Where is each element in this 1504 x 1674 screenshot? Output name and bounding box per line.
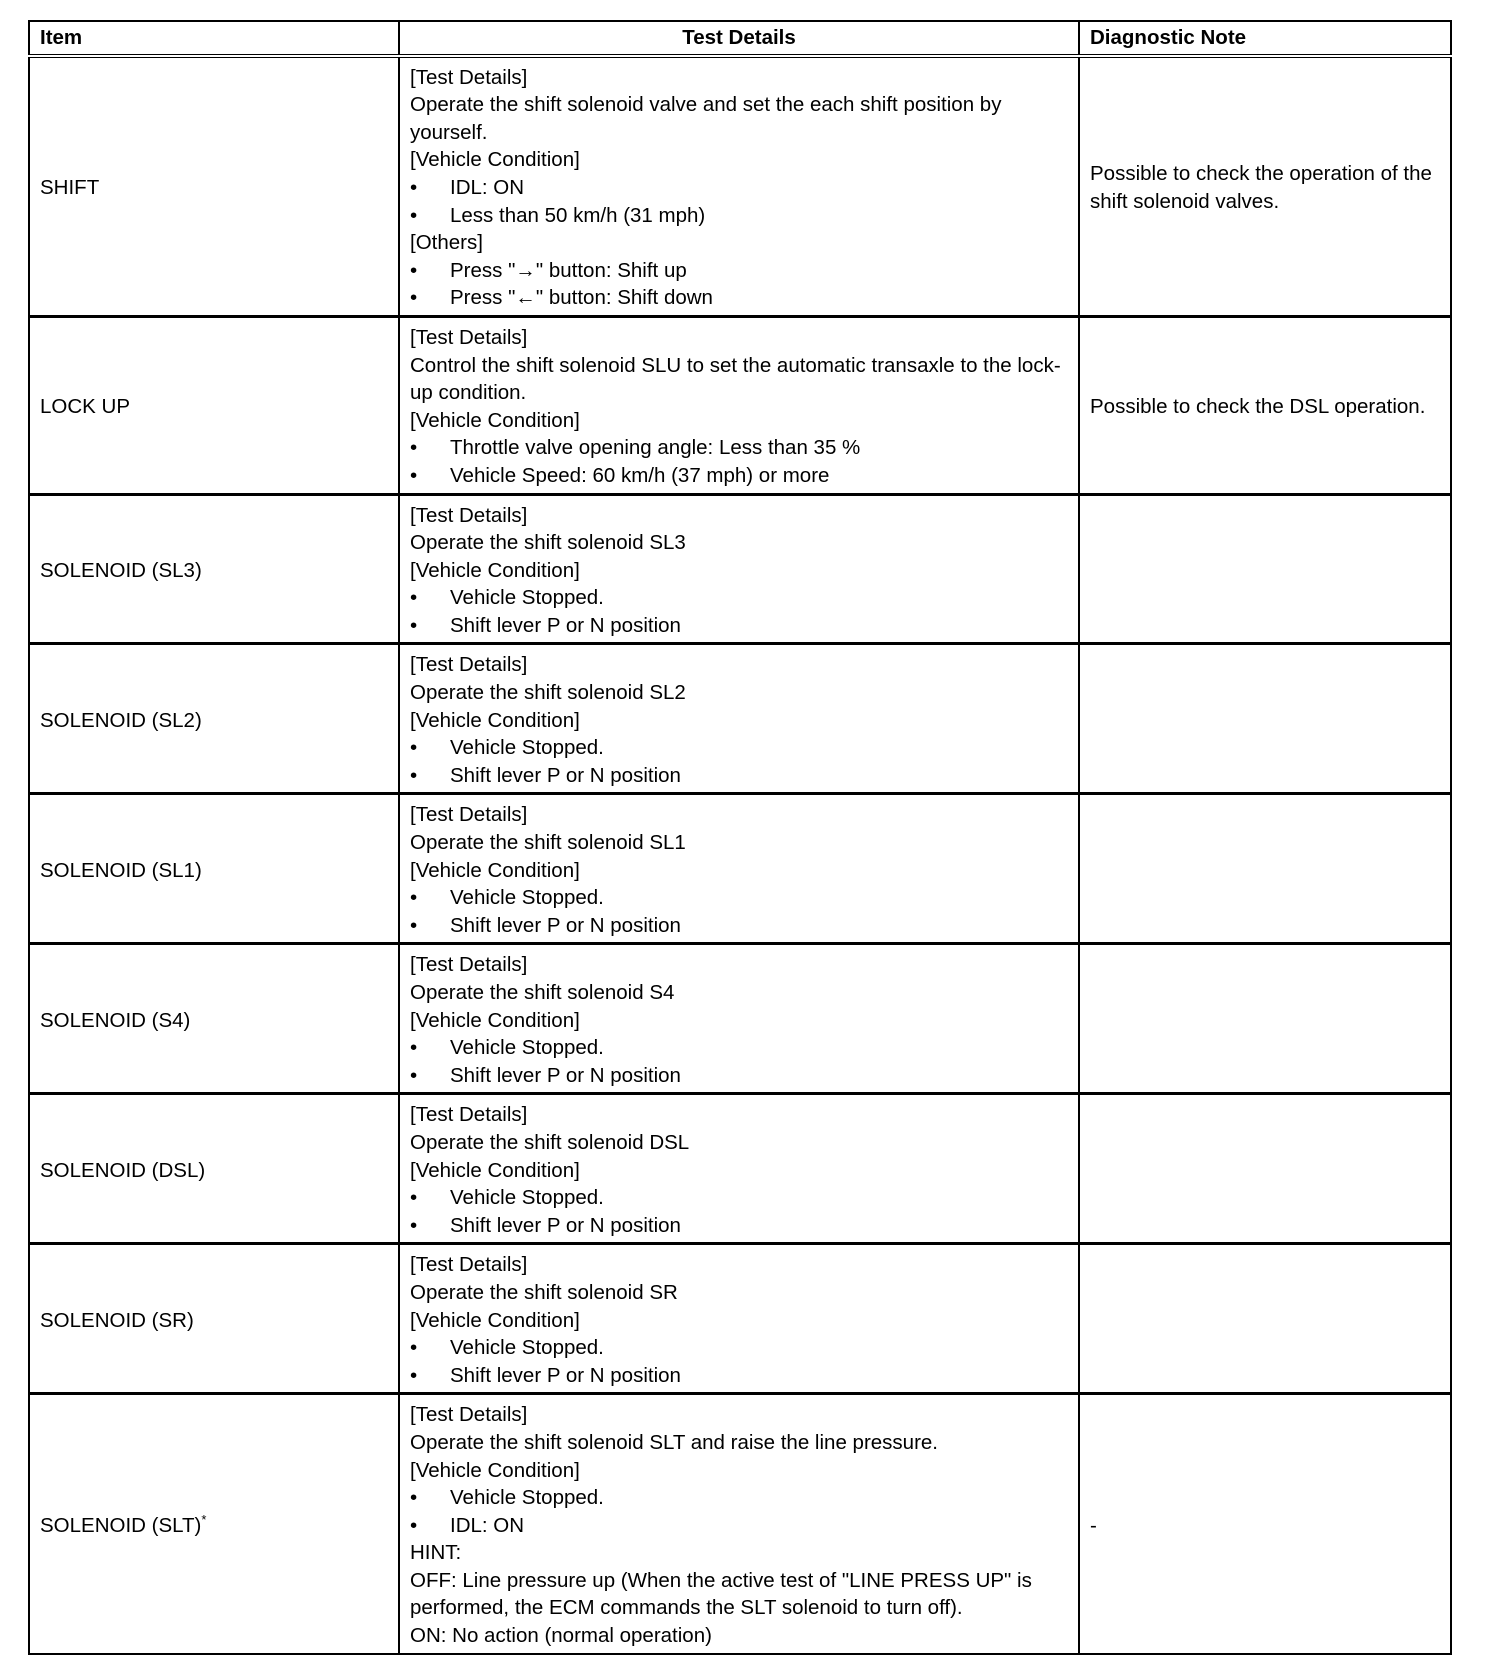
bullet-item <box>410 462 1068 490</box>
bullet-item <box>410 912 1068 940</box>
table-row <box>29 316 1451 494</box>
bullet-icon: • <box>410 1036 418 1060</box>
bullet-icon: • <box>410 1336 418 1360</box>
bullet-icon: • <box>410 763 418 787</box>
item-cell: SOLENOID (SL2) <box>29 644 399 794</box>
table-header-row <box>29 21 1451 56</box>
details-line: [Test Details] <box>410 325 528 349</box>
item-cell <box>29 1394 399 1654</box>
details-line: [Test Details] <box>410 1253 528 1277</box>
details-line: [Vehicle Condition] <box>410 1458 580 1482</box>
bullet-icon: • <box>410 203 418 227</box>
test-details-cell <box>399 794 1079 944</box>
details-line: [Vehicle Condition] <box>410 858 580 882</box>
bullet-text: Throttle valve opening angle: Less than 35 % <box>450 436 861 460</box>
bullet-icon: • <box>410 1513 418 1537</box>
bullet-text: Less than 50 km/h (31 mph) <box>450 203 706 227</box>
bullet-icon: • <box>410 286 418 310</box>
bullet-icon: • <box>410 436 418 460</box>
details-line: Operate the shift solenoid valve and set the each shift position by yourself. <box>410 93 1002 144</box>
test-details-cell <box>399 316 1079 494</box>
bullet-item <box>410 1362 1068 1390</box>
bullet-text: Vehicle Stopped. <box>450 586 604 610</box>
test-details-cell <box>399 1244 1079 1394</box>
details-line: Operate the shift solenoid SR <box>410 1280 678 1304</box>
diagnostic-note-cell <box>1079 1244 1451 1394</box>
bullet-icon: • <box>410 886 418 910</box>
details-line: [Vehicle Condition] <box>410 1008 580 1032</box>
bullet-icon: • <box>410 1213 418 1237</box>
details-line: [Test Details] <box>410 803 528 827</box>
bullet-item <box>410 1484 1068 1512</box>
bullet-text: Vehicle Stopped. <box>450 736 604 760</box>
diagnostic-note-cell: Possible to check the operation of the shift solenoid valves. <box>1079 56 1451 317</box>
details-line: [Vehicle Condition] <box>410 1158 580 1182</box>
table-row <box>29 794 1451 944</box>
test-details-cell <box>399 1094 1079 1244</box>
bullet-text: Shift lever P or N position <box>450 1213 681 1237</box>
details-line: Operate the shift solenoid SL3 <box>410 531 686 555</box>
header-test-details: Test Details <box>399 21 1079 56</box>
bullet-text: Vehicle Stopped. <box>450 886 604 910</box>
diagnostic-note-cell: - <box>1079 1394 1451 1654</box>
test-details-cell <box>399 494 1079 644</box>
table-row <box>29 644 1451 794</box>
bullet-item <box>410 257 1068 285</box>
bullet-text: IDL: ON <box>450 1513 525 1537</box>
item-cell: SOLENOID (SR) <box>29 1244 399 1394</box>
details-line: OFF: Line pressure up (When the active test of "LINE PRESS UP" is performed, the ECM commands the SLT solenoid to turn off). <box>410 1568 1032 1620</box>
bullet-icon: • <box>410 175 418 199</box>
details-line: HINT: <box>410 1541 462 1565</box>
details-line: [Test Details] <box>410 953 528 977</box>
bullet-icon: • <box>410 1486 418 1510</box>
details-line: [Vehicle Condition] <box>410 1308 580 1332</box>
table-row <box>29 494 1451 644</box>
bullet-item <box>410 1034 1068 1062</box>
item-cell: SOLENOID (SL1) <box>29 794 399 944</box>
bullet-item <box>410 174 1068 202</box>
bullet-icon: • <box>410 1363 418 1387</box>
bullet-item <box>410 1212 1068 1240</box>
item-cell: SOLENOID (S4) <box>29 944 399 1094</box>
details-line: [Test Details] <box>410 653 528 677</box>
item-cell: LOCK UP <box>29 316 399 494</box>
details-line: [Test Details] <box>410 1403 528 1427</box>
details-line: Operate the shift solenoid S4 <box>410 981 675 1004</box>
details-line: [Vehicle Condition] <box>410 408 580 432</box>
details-line: [Test Details] <box>410 1103 528 1127</box>
test-details-cell <box>399 944 1079 1094</box>
test-details-cell <box>399 644 1079 794</box>
bullet-item <box>410 1512 1068 1540</box>
bullet-item <box>410 612 1068 640</box>
bullet-text: Vehicle Stopped. <box>450 1186 604 1210</box>
item-cell: SOLENOID (DSL) <box>29 1094 399 1244</box>
bullet-item <box>410 884 1068 912</box>
footnote-mark: * <box>201 1511 207 1527</box>
details-line: Operate the shift solenoid SL1 <box>410 831 686 855</box>
bullet-item <box>410 434 1068 462</box>
details-line: ON: No action (normal operation) <box>410 1624 712 1648</box>
details-line: [Vehicle Condition] <box>410 148 580 172</box>
bullet-icon: • <box>410 258 418 282</box>
bullet-icon: • <box>410 736 418 760</box>
details-line: Operate the shift solenoid SLT and raise the line pressure. <box>410 1430 938 1454</box>
bullet-icon: • <box>410 613 418 637</box>
bullet-text: Vehicle Stopped. <box>450 1486 604 1510</box>
bullet-text: Shift lever P or N position <box>450 1363 681 1387</box>
bullet-text: Shift lever P or N position <box>450 763 681 787</box>
details-line: Control the shift solenoid SLU to set the automatic transaxle to the lock-up condition. <box>410 353 1061 405</box>
details-line: Operate the shift solenoid DSL <box>410 1130 690 1154</box>
bullet-text: Vehicle Stopped. <box>450 1336 604 1360</box>
diagnostic-note-cell: Possible to check the DSL operation. <box>1079 316 1451 494</box>
header-item: Item <box>29 21 399 56</box>
diagnostic-note-cell <box>1079 644 1451 794</box>
diagnostic-note-cell <box>1079 794 1451 944</box>
diagnostic-note-cell <box>1079 494 1451 644</box>
active-test-table <box>28 20 1452 1655</box>
bullet-icon: • <box>410 463 418 487</box>
bullet-icon: • <box>410 586 418 610</box>
bullet-item <box>410 584 1068 612</box>
bullet-item <box>410 284 1068 312</box>
bullet-text: Press "←" button: Shift down <box>450 286 713 310</box>
details-line: Operate the shift solenoid SL2 <box>410 681 686 705</box>
details-line: [Test Details] <box>410 503 528 527</box>
details-line: [Vehicle Condition] <box>410 558 580 582</box>
item-cell: SOLENOID (SL3) <box>29 494 399 644</box>
test-details-cell <box>399 1394 1079 1654</box>
bullet-text: Shift lever P or N position <box>450 913 681 937</box>
bullet-icon: • <box>410 913 418 937</box>
item-cell: SHIFT <box>29 56 399 317</box>
bullet-text: Press "→" button: Shift up <box>450 258 687 282</box>
bullet-item <box>410 1334 1068 1362</box>
item-label: SOLENOID (SLT) <box>40 1513 202 1537</box>
bullet-text: Shift lever P or N position <box>450 613 681 637</box>
bullet-text: Vehicle Speed: 60 km/h (37 mph) or more <box>450 463 830 487</box>
table-row <box>29 56 1451 317</box>
diagnostic-note-cell <box>1079 944 1451 1094</box>
table-row <box>29 1394 1451 1654</box>
bullet-item <box>410 734 1068 762</box>
details-line: [Test Details] <box>410 65 528 89</box>
bullet-text: Shift lever P or N position <box>450 1063 681 1087</box>
header-diagnostic-note: Diagnostic Note <box>1079 21 1451 56</box>
details-line: [Vehicle Condition] <box>410 708 580 732</box>
bullet-item <box>410 202 1068 230</box>
diagnostic-note-cell <box>1079 1094 1451 1244</box>
bullet-text: Vehicle Stopped. <box>450 1036 604 1060</box>
bullet-icon: • <box>410 1063 418 1087</box>
test-details-cell <box>399 56 1079 317</box>
bullet-item <box>410 1062 1068 1090</box>
table-row <box>29 1094 1451 1244</box>
details-line: [Others] <box>410 231 483 255</box>
bullet-item <box>410 762 1068 790</box>
bullet-item <box>410 1184 1068 1212</box>
table-row <box>29 944 1451 1094</box>
bullet-icon: • <box>410 1186 418 1210</box>
bullet-text: IDL: ON <box>450 175 525 199</box>
table-row <box>29 1244 1451 1394</box>
